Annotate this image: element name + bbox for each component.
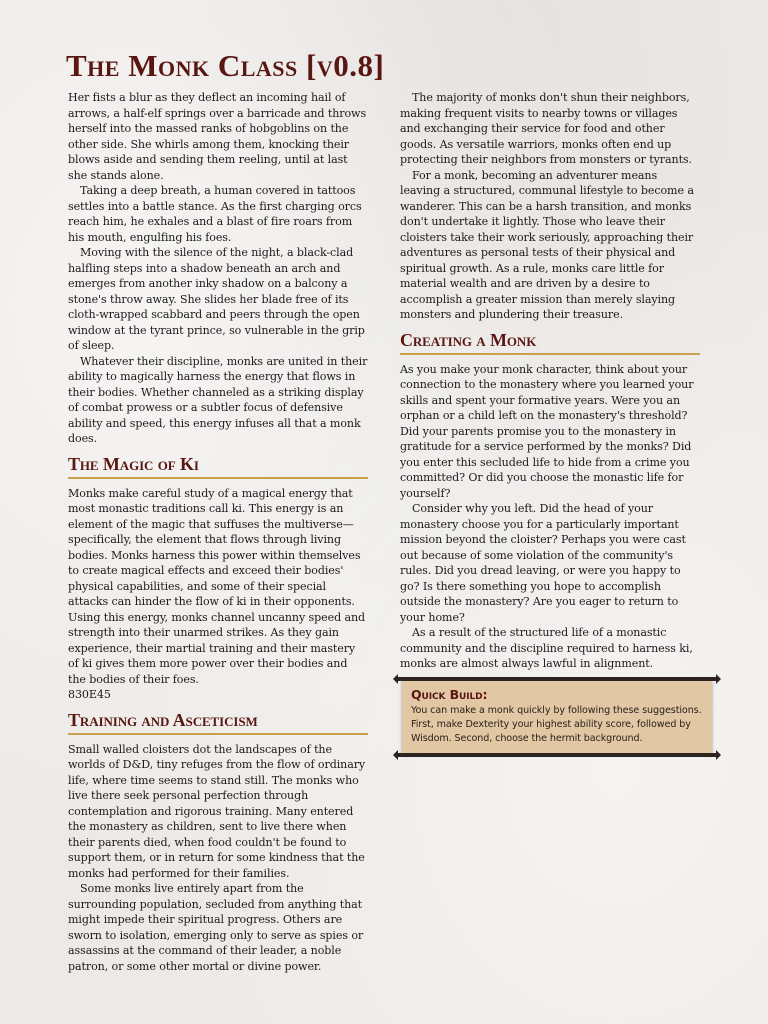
adventurer-paragraph: For a monk, becoming an adventurer means leaving a structured, communal lifestyle to become a wanderer. This can be a harsh transition, and monks don't undertake it lightly. Those who leave their cloisters take their work seriously, approaching their adventures as personal tests of their physical and spiritual growth. As a rule, monks care little for material wealth and are driven by a desire to accomplish a greater mission than merely slaying monsters and plundering their treasure. <box>400 168 694 321</box>
left-column <box>68 90 368 974</box>
training-heading: Training and Asceticism <box>68 710 368 735</box>
intro-paragraph: Taking a deep breath, a human covered in tattoos settles into a battle stance. As the first charging orcs reach him, he exhales and a blast of fire roars from his mouth, engulfing his foes. <box>68 184 362 244</box>
creating-paragraph: As you make your monk character, think about your connection to the monastery where you learned your skills and spent your formative years. Were you an orphan or a child left on the monastery's threshold? Did your parents promise you to the monastery in gratitude for a service performed by the monks? Did you enter this secluded life to hide from a crime you committed? Or did you choose the monastic life for yourself? <box>400 362 694 500</box>
intro-paragraph: Moving with the silence of the night, a black-clad halfling steps into a shadow beneath an arch and emerges from another inky shadow on a balcony a stone's throw away. She slides her blade free of its cloth-wrapped scabbard and peers through the open window at the tyrant prince, so vulnerable in the grip of sleep. <box>68 246 365 352</box>
intro-paragraph: Whatever their discipline, monks are united in their ability to magically harness the energy that flows in their bodies. Whether channeled as a striking display of combat prowess or a subtler focus of defensive ability and speed, this energy infuses all that a monk does. <box>68 354 368 445</box>
magic-of-ki-code: 830E45 <box>68 688 111 701</box>
quick-build-sidebar <box>402 680 712 754</box>
creating-paragraph: As a result of the structured life of a monastic community and the discipline required to harness ki, monks are almost always lawful in alignment. <box>400 626 693 670</box>
magic-of-ki-heading: The Magic of Ki <box>68 454 368 479</box>
creating-a-monk-heading: Creating a Monk <box>400 330 700 355</box>
magic-of-ki-paragraph: Monks make careful study of a magical energy that most monastic traditions call ki. This energy is an element of the magic that suffuses the multiverse—specifically, the element that flows through living bodies. Monks harness this power within themselves to create magical effects and exceed their bodies' physical capabilities, and some of their special attacks can hinder the flow of ki in their opponents. Using this energy, monks channel uncanny speed and strength into their unarmed strikes. As they gain experience, their martial training and their mastery of ki gives them more power over their bodies and the bodies of their foes. <box>68 486 366 686</box>
quick-build-title: Quick Build: <box>411 686 488 702</box>
sidebar-top-border <box>397 677 717 681</box>
training-paragraph: Small walled cloisters dot the landscapes of the worlds of D&D, tiny refuges from the flow of ordinary life, where time seems to stand still. The monks who live there seek personal perfection through contemplation and rigorous training. Many entered the monastery as children, sent to live there when their parents died, when food couldn't be found to support them, or in return for some kindness that the monks had performed for their families. <box>68 742 366 880</box>
creating-paragraph: Consider why you left. Did the head of your monastery choose you for a particularly important mission beyond the cloister? Perhaps you were cast out because of some violation of the community's rules. Did you dread leaving, or were you happy to go? Is there something you hope to accomplish outside the monastery? Are you eager to return to your home? <box>400 502 686 624</box>
neighbors-paragraph: The majority of monks don't shun their neighbors, making frequent visits to nearby towns or villages and exchanging their service for food and other goods. As versatile warriors, monks often end up protecting their neighbors from monsters or tyrants. <box>400 91 692 166</box>
page-title: The Monk Class [v0.8] <box>66 48 385 83</box>
intro-paragraph: Her fists a blur as they deflect an incoming hail of arrows, a half-elf springs over a barricade and throws herself into the massed ranks of hobgoblins on the other side. She whirls among them, knocking their blows aside and sending them reeling, until at last she stands alone. <box>68 91 367 182</box>
training-paragraph: Some monks live entirely apart from the surrounding population, secluded from anything that might impede their spiritual progress. Others are sworn to isolation, emerging only to serve as spies or assassins at the command of their leader, a noble patron, or some other mortal or divine power. <box>68 882 364 973</box>
right-column <box>400 90 700 754</box>
quick-build-text: You can make a monk quickly by following these suggestions. First, make Dexterity your highest ability score, followed by Wisdom. Second, choose the hermit background. <box>411 704 702 744</box>
sidebar-bottom-border <box>397 753 717 757</box>
